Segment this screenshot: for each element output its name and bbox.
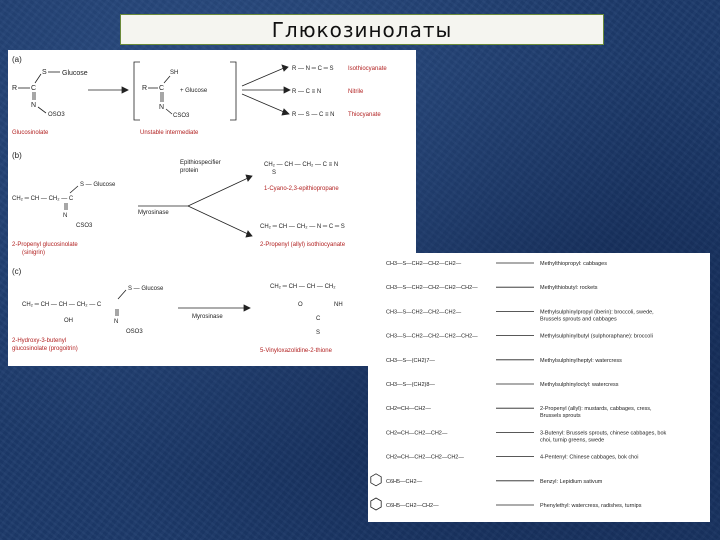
- bracket-right: [230, 62, 236, 120]
- sidechain-table-figure: [368, 253, 710, 522]
- product-isothiocyanate: Isothiocyanate: [348, 66, 387, 72]
- substrate-b-subname: (sinigrin): [22, 250, 46, 256]
- glucose-label: Glucose: [62, 70, 88, 77]
- sidechain-description: Methylsulphinylbutyl (sulphoraphane): broccoli: [540, 333, 653, 340]
- product-thiocyanate: Thiocyanate: [348, 112, 381, 118]
- oso3-label: OSO3: [48, 112, 65, 118]
- substrate-c-name: 2-Hydroxy-3-butenyl: [12, 338, 67, 344]
- arrow-head: [244, 305, 250, 311]
- sidechain-formula: C6H5—CH2—: [386, 478, 423, 485]
- product-c-nh: NH: [334, 302, 343, 308]
- bond: [166, 109, 172, 114]
- substrate-c-subname: glucosinolate (progoitrin): [12, 346, 78, 352]
- substrate-b-s: S — Glucose: [80, 182, 116, 188]
- enzyme-top-1: Epithiospecifier: [180, 160, 221, 166]
- sidechain-description: Phenylethyl: watercress, radishes, turnips: [540, 503, 642, 509]
- sidechain-formula: CH3—S—(CH2)8—: [386, 382, 435, 388]
- sidechain-formula: C6H5—CH2—CH2—: [386, 503, 439, 509]
- product-c-formula: CH₂ ═ CH — CH — CH₂: [270, 284, 336, 290]
- enzyme-top-2: protein: [180, 168, 199, 174]
- bracket-left: [134, 62, 140, 120]
- atom-n: N: [31, 102, 37, 109]
- sidechain-formula: CH2═CH—CH2—: [386, 406, 431, 413]
- sidechain-description: Methylsulphinylpropyl (iberin): broccoli, swede, Brussels sprouts and cabbages: [540, 309, 654, 323]
- bond: [70, 186, 78, 193]
- section-c-label: (c): [12, 267, 22, 276]
- bond: [118, 290, 126, 299]
- reaction-figure-svg: [8, 50, 416, 366]
- sidechain-formula: CH3—S—CH2—CH2—CH2—: [386, 261, 462, 267]
- arrow-head: [246, 175, 252, 181]
- bond: [35, 74, 41, 83]
- sidechain-formula: CH3—S—CH2—CH2—CH2—CH2—: [386, 333, 478, 340]
- product-b-top-s: S: [272, 170, 277, 176]
- product-b-bottom-formula: CH₂ ═ CH — CH₂ — N ═ C ═ S: [260, 224, 345, 230]
- substrate-b-name: 2-Propenyl glucosinolate: [12, 242, 78, 248]
- product-c: 5-Vinyloxazolidine-2-thione: [260, 348, 332, 354]
- substrate-b-formula: CH₂ ═ CH — CH₂ — C: [12, 196, 74, 202]
- section-a-label: (a): [12, 55, 22, 64]
- reaction-arrow: [242, 68, 284, 86]
- reaction-figure: [8, 50, 416, 366]
- atom-c: C: [31, 85, 37, 92]
- enzyme-c: Myrosinase: [192, 314, 223, 320]
- nitrile-formula: R — C ≡ N: [292, 89, 322, 95]
- reaction-arrow: [188, 178, 248, 206]
- substrate-c-s: S — Glucose: [128, 286, 164, 292]
- atom-n: N: [159, 104, 165, 111]
- reaction-arrow: [188, 206, 248, 234]
- product-nitrile: Nitrile: [348, 89, 364, 95]
- substrate-c-oh: OH: [64, 318, 73, 324]
- sidechain-formula: CH3—S—CH2—CH2—CH2—CH2—: [386, 285, 478, 292]
- arrow-head: [282, 109, 289, 115]
- product-b-bottom: 2-Propenyl (allyl) isothiocyanate: [260, 242, 346, 248]
- atom-n: N: [63, 213, 68, 219]
- reaction-arrow: [242, 94, 284, 112]
- slide-title: Глюкозинолаты: [271, 17, 453, 42]
- sidechain-formula: CH2═CH—CH2—CH2—: [386, 430, 448, 437]
- atom-s: S: [42, 69, 47, 76]
- sidechain-description: Methylthiopropyl: cabbages: [540, 261, 607, 267]
- glucosinolate-label: Glucosinolate: [12, 130, 49, 136]
- product-c-o: O: [298, 302, 303, 308]
- sidechain-table-svg: [368, 253, 710, 522]
- thiocyanate-formula: R — S — C ≡ N: [292, 112, 335, 118]
- sidechain-description: Methylsulphinyloctyl: watercress: [540, 382, 619, 388]
- section-b-label: (b): [12, 151, 22, 160]
- atom-r: R: [12, 85, 18, 92]
- sidechain-description: Benzyl: Lepidium sativum: [540, 478, 603, 485]
- atom-r: R: [142, 85, 148, 92]
- arrow-head: [284, 87, 290, 93]
- enzyme-bottom: Myrosinase: [138, 210, 169, 216]
- intermediate-label: Unstable intermediate: [140, 130, 199, 136]
- oso3-label: OSO3: [126, 329, 143, 335]
- sidechain-description: 3-Butenyl: Brussels sprouts, chinese cabbages, bok choi, turnip greens, swede: [540, 430, 667, 444]
- arrow-head: [282, 65, 288, 71]
- atom-sh: SH: [170, 70, 179, 76]
- sidechain-description: 4-Pentenyl: Chinese cabbages, bok choi: [540, 454, 639, 461]
- plus-glucose: + Glucose: [180, 88, 208, 94]
- bond: [38, 107, 46, 113]
- sidechain-description: Methylsulphinylheptyl: watercress: [540, 357, 622, 364]
- cso3-label: CSO3: [173, 113, 190, 119]
- substrate-c-formula: CH₂ ═ CH — CH — CH₂ — C: [22, 302, 102, 308]
- sidechain-description: Methylthiobutyl: rockets: [540, 285, 598, 292]
- bond: [164, 76, 170, 83]
- arrow-head: [246, 231, 252, 237]
- atom-c: C: [159, 85, 165, 92]
- benzene-ring: [371, 498, 381, 510]
- sidechain-formula: CH3—S—CH2—CH2—CH2—: [386, 309, 462, 316]
- slide-title-box: [120, 14, 604, 45]
- product-c-c: C: [316, 316, 321, 322]
- cso3-label: CSO3: [76, 223, 93, 229]
- arrow-head: [122, 87, 128, 93]
- product-b-top: 1-Cyano-2,3-epithiopropane: [264, 186, 339, 192]
- benzene-ring: [371, 474, 381, 486]
- atom-n: N: [114, 319, 119, 325]
- product-b-top-formula: CH₂ — CH — CH₂ — C ≡ N: [264, 162, 339, 168]
- sidechain-description: 2-Propenyl (allyl): mustards, cabbages, cress, Brussels sprouts: [540, 406, 652, 420]
- product-c-s: S: [316, 330, 321, 336]
- isothiocyanate-formula: R — N ═ C ═ S: [292, 66, 334, 72]
- sidechain-formula: CH2═CH—CH2—CH2—CH2—: [386, 454, 464, 461]
- sidechain-formula: CH3—S—(CH2)7—: [386, 357, 435, 364]
